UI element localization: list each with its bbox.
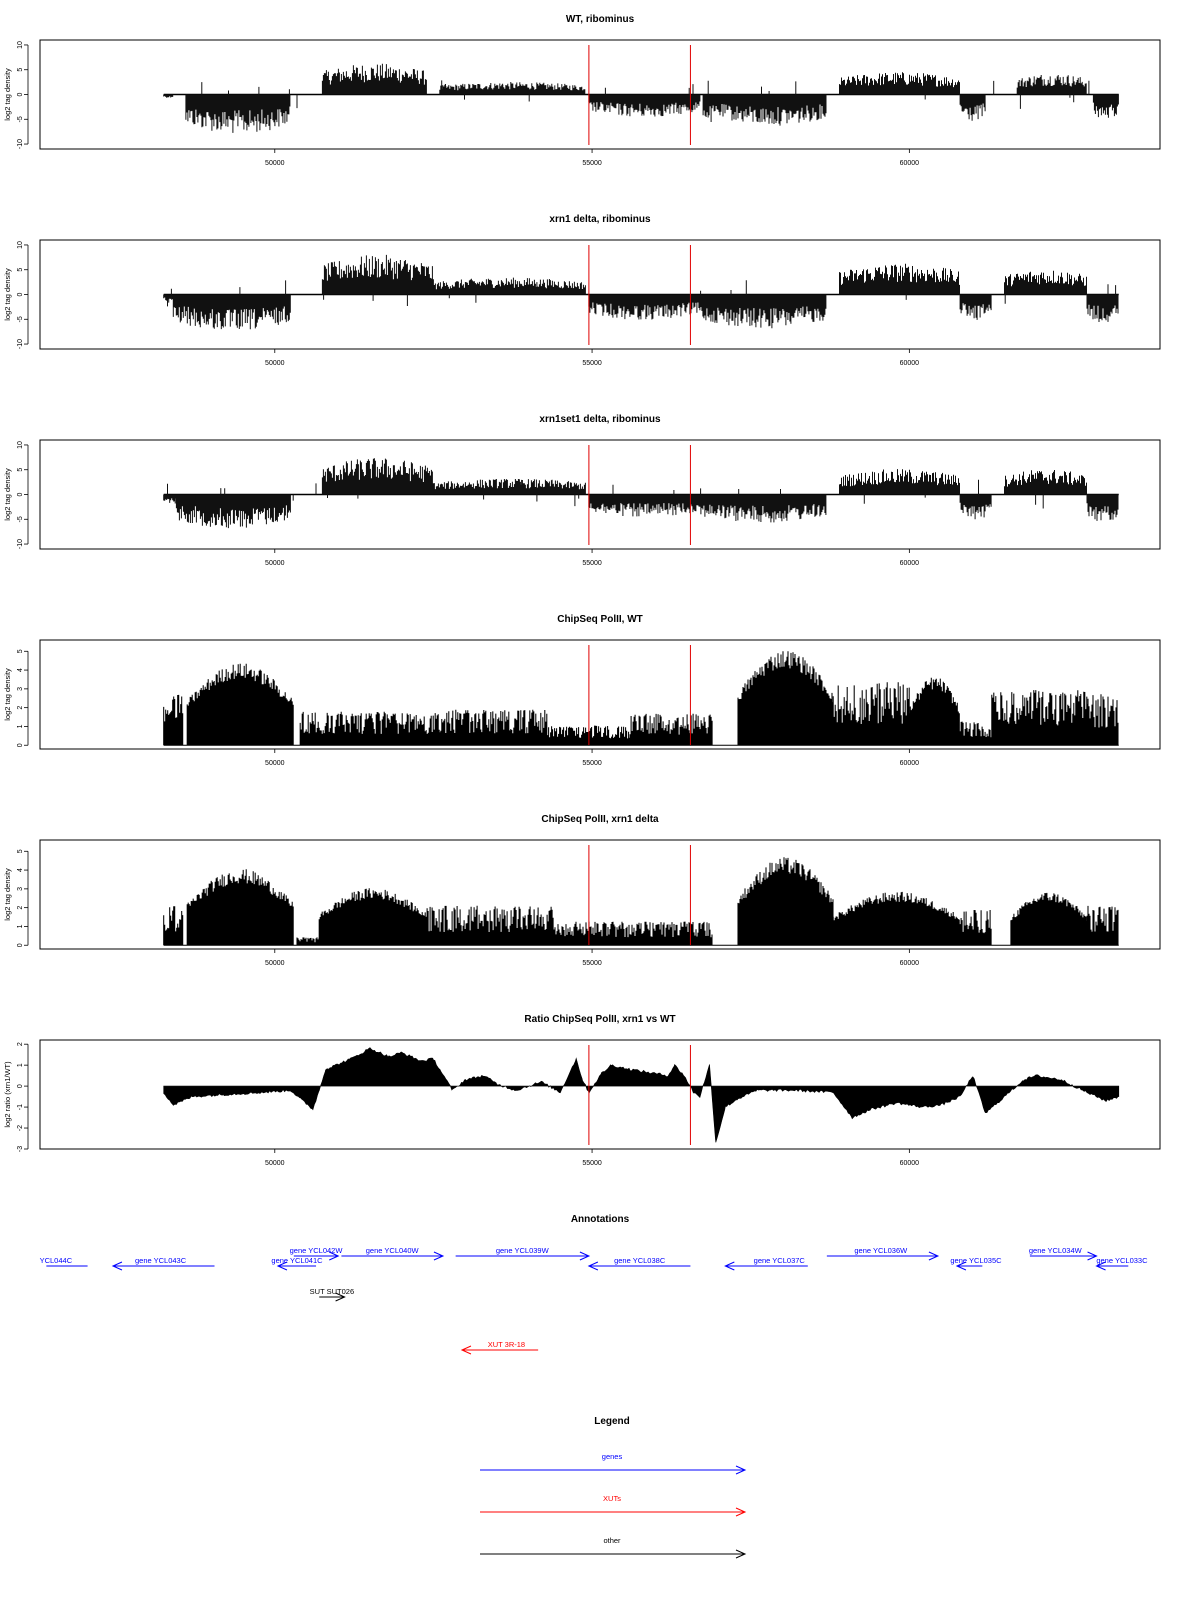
x-tick-label: 60000 — [899, 160, 920, 167]
y-axis-label: log2 tag density — [3, 68, 12, 121]
feature-label: gene YCL037C — [753, 1256, 805, 1265]
panel-wt — [3, 14, 1160, 167]
y-tick-label: 5 — [17, 849, 24, 854]
x-tick-label: 55000 — [582, 1160, 602, 1167]
annotation-feature[interactable] — [271, 1256, 323, 1270]
y-tick-label: 4 — [17, 668, 24, 673]
y-tick-label: 2 — [17, 705, 24, 710]
density-bars — [164, 64, 1119, 133]
x-tick-label: 50000 — [265, 360, 285, 367]
legend-item — [480, 1452, 745, 1474]
legend-item — [480, 1494, 745, 1516]
y-tick-label: -10 — [17, 138, 24, 150]
annotation-feature[interactable] — [310, 1287, 354, 1301]
y-tick-label: 3 — [17, 886, 24, 891]
y-tick-label: -3 — [17, 1145, 24, 1153]
legend-label: other — [603, 1536, 621, 1545]
y-axis-label: log2 tag density — [3, 668, 12, 721]
x-tick-label: 55000 — [582, 360, 602, 367]
annotation-feature[interactable] — [725, 1256, 807, 1270]
annotations-title: Annotations — [570, 1214, 630, 1225]
annotation-feature[interactable] — [1029, 1246, 1097, 1260]
x-tick-label: 60000 — [899, 560, 920, 567]
x-tick-label: 60000 — [899, 360, 920, 367]
feature-label: SUT SUT026 — [309, 1287, 355, 1296]
y-tick-label: 0 — [17, 943, 24, 948]
feature-label: gene YCL034W — [1028, 1246, 1082, 1255]
y-tick-label: 10 — [17, 41, 24, 49]
annotation-feature[interactable] — [456, 1246, 589, 1260]
y-tick-label: 5 — [17, 649, 24, 654]
x-tick-label: 50000 — [265, 560, 285, 567]
panel-chip_wt — [3, 614, 1160, 767]
legend-item — [480, 1536, 745, 1558]
annotation-feature[interactable] — [1096, 1256, 1148, 1270]
feature-label: gene YCL036W — [854, 1246, 908, 1255]
y-tick-label: 0 — [17, 292, 24, 297]
legend — [480, 1416, 745, 1558]
feature-label: gene YCL043C — [134, 1256, 187, 1265]
annotation-feature[interactable] — [827, 1246, 938, 1260]
y-tick-label: 3 — [17, 686, 24, 691]
panel-ratio — [3, 1014, 1160, 1167]
y-tick-label: -5 — [17, 316, 24, 323]
x-tick-label: 60000 — [899, 1160, 920, 1167]
annotations-track — [40, 1214, 1148, 1354]
y-tick-label: -5 — [17, 116, 24, 123]
y-tick-label: -10 — [17, 538, 24, 550]
feature-label: gene YCL033C — [1096, 1256, 1148, 1265]
series-xrn1set1 — [164, 458, 1119, 528]
feature-label: gene YCL038C — [614, 1256, 666, 1265]
panel-xrn1set1 — [3, 414, 1160, 567]
x-tick-label: 50000 — [265, 160, 285, 167]
annotation-feature[interactable] — [950, 1256, 1002, 1270]
y-tick-label: -10 — [17, 338, 24, 350]
series-wt — [164, 64, 1119, 133]
panel-title: xrn1set1 delta, ribominus — [539, 414, 661, 425]
density-bars — [164, 857, 1118, 945]
y-tick-label: -1 — [17, 1103, 24, 1111]
series-xrn1 — [164, 255, 1119, 329]
y-tick-label: -5 — [17, 516, 24, 523]
y-tick-label: 0 — [17, 743, 24, 748]
y-tick-label: 2 — [17, 905, 24, 910]
x-tick-label: 55000 — [582, 160, 602, 167]
x-tick-label: 60000 — [899, 960, 920, 967]
feature-label: XUT 3R-18 — [487, 1340, 526, 1349]
x-tick-label: 50000 — [265, 760, 285, 767]
x-tick-label: 50000 — [265, 960, 285, 967]
y-tick-label: 0 — [17, 492, 24, 497]
y-tick-label: 1 — [17, 724, 24, 729]
ratio-area — [164, 1048, 1119, 1143]
y-tick-label: 5 — [17, 67, 24, 72]
legend-label: XUTs — [603, 1494, 621, 1503]
x-tick-label: 55000 — [582, 560, 602, 567]
annotation-feature[interactable] — [462, 1340, 538, 1354]
panel-title: xrn1 delta, ribominus — [549, 214, 651, 225]
x-tick-label: 55000 — [582, 760, 602, 767]
density-bars — [164, 458, 1118, 528]
panel-chip_xrn1 — [3, 814, 1160, 967]
feature-label: gene YCL039W — [495, 1246, 549, 1255]
legend-label: genes — [601, 1452, 623, 1461]
annotation-feature[interactable] — [589, 1256, 691, 1270]
feature-label: gene YCL035C — [950, 1256, 1002, 1265]
y-tick-label: 10 — [17, 441, 24, 449]
feature-label: gene YCL042W — [289, 1246, 343, 1255]
panel-title: WT, ribominus — [565, 14, 635, 25]
y-tick-label: 0 — [17, 1084, 24, 1089]
y-tick-label: -2 — [17, 1124, 24, 1132]
x-tick-label: 60000 — [899, 760, 920, 767]
feature-label: gene YCL040W — [365, 1246, 419, 1255]
y-axis-label: log2 tag density — [3, 268, 12, 321]
feature-label: gene YCL041C — [271, 1256, 323, 1265]
annotation-feature[interactable] — [113, 1256, 215, 1270]
annotation-feature[interactable] — [40, 1256, 88, 1266]
y-tick-label: 5 — [17, 467, 24, 472]
series-chip_wt — [164, 651, 1119, 745]
feature-label: YCL044C — [39, 1256, 73, 1265]
y-tick-label: 0 — [17, 92, 24, 97]
annotation-feature[interactable] — [341, 1246, 443, 1260]
legend-title: Legend — [594, 1416, 630, 1427]
y-axis-label: log2 ratio (xrn1/WT) — [3, 1061, 12, 1128]
y-tick-label: 4 — [17, 868, 24, 873]
y-tick-label: 1 — [17, 924, 24, 929]
panel-title: Ratio ChipSeq PolII, xrn1 vs WT — [524, 1014, 676, 1025]
y-tick-label: 10 — [17, 241, 24, 249]
series-ratio — [164, 1048, 1119, 1143]
y-tick-label: 1 — [17, 1063, 24, 1068]
panel-title: ChipSeq PolII, WT — [557, 614, 643, 625]
series-chip_xrn1 — [164, 857, 1119, 945]
density-bars — [164, 651, 1118, 745]
x-tick-label: 55000 — [582, 960, 602, 967]
y-tick-label: 5 — [17, 267, 24, 272]
panel-xrn1 — [3, 214, 1160, 367]
x-tick-label: 50000 — [265, 1160, 285, 1167]
panel-title: ChipSeq PolII, xrn1 delta — [541, 814, 659, 825]
density-bars — [164, 255, 1118, 329]
y-tick-label: 2 — [17, 1042, 24, 1047]
y-axis-label: log2 tag density — [3, 468, 12, 521]
y-axis-label: log2 tag density — [3, 868, 12, 921]
